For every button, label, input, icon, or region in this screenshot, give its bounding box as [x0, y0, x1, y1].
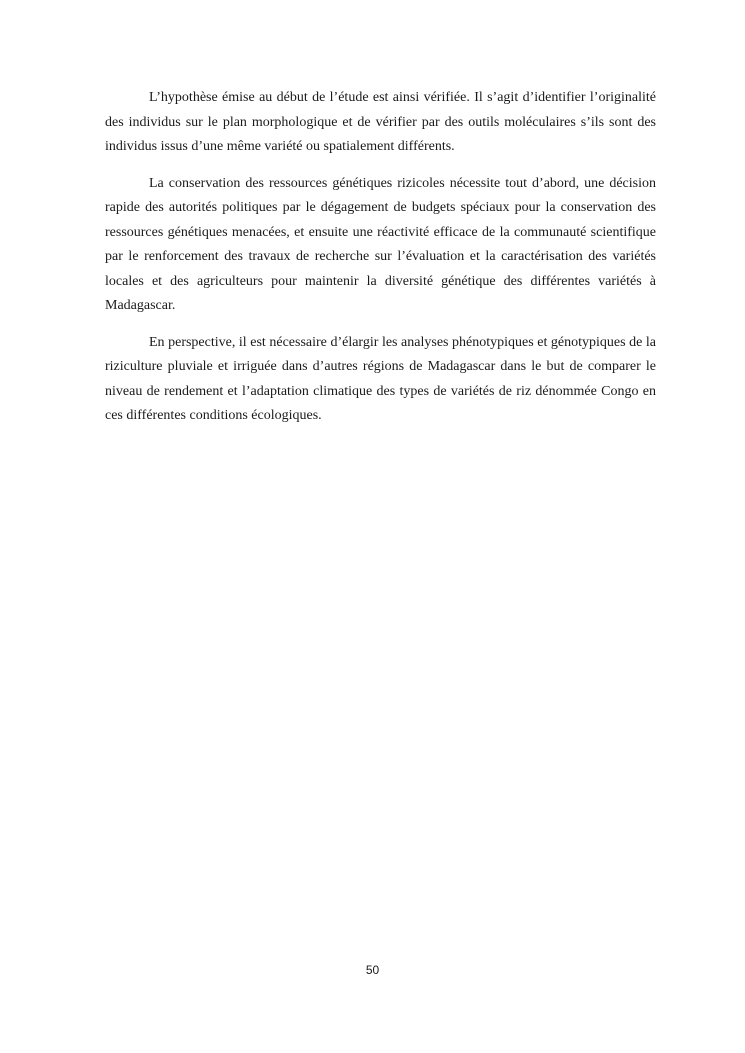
paragraph-conservation: La conservation des ressources génétiques rizicoles nécessite tout d’abord, une décision rapide des autorités politiques par le dégagement de budgets spéciaux pour la conservation des ressources génétiques menacées, et ensuite une réactivité efficace de la communauté scientifique par le renforcement des travaux de recherche sur l’évaluation et la caractérisation des variétés locales et des agriculteurs pour maintenir la diversité génétique des différentes variétés à Madagascar.	[105, 175, 656, 313]
paragraph-perspective: En perspective, il est nécessaire d’élargir les analyses phénotypiques et génotypiques de la riziculture pluviale et irriguée dans d’autres régions de Madagascar dans le but de comparer le niveau de rendement et l’adaptation climatique des types de variétés de riz dénommée Congo en ces différentes conditions écologiques.	[105, 334, 656, 423]
page-number: 50	[365, 963, 380, 977]
paragraph-hypothesis: L’hypothèse émise au début de l’étude est ainsi vérifiée. Il s’agit d’identifier l’originalité des individus sur le plan morphologique et de vérifier par des outils moléculaires s’ils sont des individus issus d’une même variété ou spatialement différents.	[105, 90, 656, 154]
body-text	[105, 86, 656, 441]
